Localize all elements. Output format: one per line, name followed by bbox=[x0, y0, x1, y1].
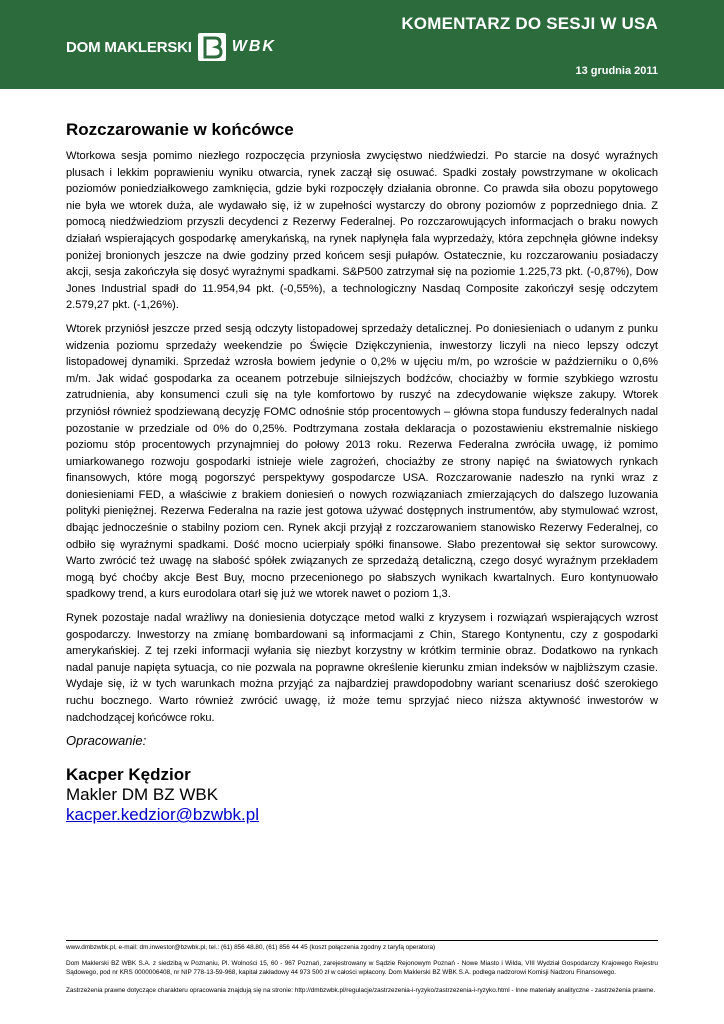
article-title: Rozczarowanie w końcówce bbox=[66, 120, 294, 139]
paragraph-1: Wtorkowa sesja pomimo niezłego rozpoczęcia przyniosła zwycięstwo niedźwiedzi. Po starcie na dosyć wyraźnych plusach i lekkim poprawieniu wyniku otwarcia, rynek zaczął się osuwać. Spadki zostały powstrzymane w okolicach poziomów poniedziałkowego zamknięcia, gdzie byki rozpoczęły działania obronne. Co prawda siła obozu popytowego nie była we wtorek duża, ale wydawało się, iż w zupełności wystarczy do obrony poziomów z poprzedniego dnia. Z pomocą niedźwiedziom przyszli decydenci z Rezerwy Federalnej. Po rozczarowujących informacjach o braku nowych działań wspierających gospodarkę amerykańską, na rynek napłynęła fala wyprzedaży, która zepchnęła główne indeksy poniżej bronionych jeszcze na dwie godziny przed końcem sesji pułapów. Ostatecznie, ku rozczarowaniu posiadaczy akcji, sesja zakończyła się dosyć wyraźnymi spadkami. S&P500 zatrzymał się na poziomie 1.225,73 pkt. (-0,87%), Dow Jones Industrial spadł do 11.954,94 pkt. (-0,55%), a technologiczny Nasdaq Composite zakończył sesję odczytem 2.579,27 pkt. (-1,26%). bbox=[66, 150, 658, 312]
paragraph-2: Wtorek przyniósł jeszcze przed sesją odczyty listopadowej sprzedaży detalicznej. Po doniesieniach o udanym z punku widzenia poziomu sprzedaży weekendzie po Święcie Dziękczynienia, inwestorzy liczyli na nieco lepszy odczyt listopadowej dynamiki. Sprzedaż wzrosła bowiem jedynie o 0,2% w ujęciu m/m, po wzroście w październiku o 0,6% m/m. Jak widać gospodarka za oceanem potrzebuje silniejszych bodźców, chociażby w formie szybkiego wzrostu zatrudnienia, aby konsumenci czuli się na tyle komfortowo by ruszyć na zdecydowanie większe zakupy. Wtorek przyniósł również spodziewaną decyzję FOMC odnośnie stóp procentowych – główna stopa funduszy federalnych nadal pozostanie w przedziale od 0% do 0,25%. Podtrzymana została deklaracja o pozostawieniu ekstremalnie niskiego poziomu stóp procentowych przynajmniej do połowy 2013 roku. Rezerwa Federalna zwróciła uwagę, iż pomimo umiarkowanego rozwoju gospodarki istnieje wiele zagrożeń, chociażby ze strony napięć na światowych rynkach finansowych, które mogą pogorszyć perspektywy gospodarcze USA. Rozczarowanie nadeszło na rynki wraz z doniesieniami FED, a właściwie z brakiem doniesień o nowych rozwiązaniach zmierzających do dalszego luzowania polityki pieniężnej. Rezerwa Federalna na razie jest gotowa używać dostępnych instrumentów, aby stymulować wzrost, dbając jednocześnie o stabilny poziom cen. Rynek akcji przyjął z rozczarowaniem stanowisko Rezerwy Federalnej, co odbiło się wyraźnymi spadkami. Dość mocno ucierpiały spółki finansowe. Słabo prezentował się sektor surowcowy. Warto zwrócić też uwagę na słabość spółek związanych ze sprzedażą detaliczną, czego dosyć wyraźnym przekładem mogą być choćby akcje Best Buy, mocno przecenionego po słabszych wynikach kwartalnych. Euro kontynuowało spadkowy trend, a kurs eurodolara otarł się już we wtorek nawet o poziom 1,3. bbox=[66, 322, 658, 601]
author-role: Makler DM BZ WBK bbox=[66, 785, 219, 805]
paragraph-3: Rynek pozostaje nadal wrażliwy na doniesienia dotyczące metod walki z kryzysem i rozwiązań wspierających wzrost gospodarczy. Inwestorzy na zmianę bombardowani są informacjami z Chin, Starego Kontynentu, czy z gospodarki amerykańskiej. Z tej rzeki informacji wyłania się niezbyt korzystny w krótkim terminie obraz. Dodatkowo na rynkach nadal panuje napięta sytuacja, co nie pozwala na poprawne określenie kierunku zmian indeksów w najbliższym czasie. Wydaje się, iż w tych warunkach można przyjąć za najbardziej prawdopodobny wariant scenariusz dość szerokiego ruchu bocznego. Warto również zwrócić uwagę, iż może temu sprzyjać nieco niższa aktywność inwestorów w nadchodzącej końcówce roku. bbox=[66, 612, 658, 724]
prepared-by-label: Opracowanie: bbox=[66, 733, 147, 749]
logo-wbk-text: WBK bbox=[231, 38, 276, 55]
author-email-link[interactable]: kacper.kedzior@bzwbk.pl bbox=[66, 805, 260, 825]
footer bbox=[66, 940, 658, 996]
report-date: 13 grudnia 2011 bbox=[575, 65, 658, 77]
article-body bbox=[66, 120, 658, 825]
author-name: Kacper Kędzior bbox=[66, 765, 191, 785]
footer-disclaimer: Zastrzeżenia prawne dotyczące charakteru opracowania znajdują się na stronie: http://dmbzwbk.pl/regulacje/zastrzezenia-i-ryzyko/zastrzezenia-i-ryzyko.html - Inne materiały analityczne - zastrzeżenia prawne. bbox=[66, 987, 656, 995]
logo-text: DOM MAKLERSKI bbox=[66, 38, 192, 56]
header-banner bbox=[0, 0, 724, 89]
company-logo bbox=[66, 30, 276, 64]
report-type-title: KOMENTARZ DO SESJI W USA bbox=[401, 14, 658, 33]
logo-b-icon bbox=[198, 33, 226, 61]
footer-contact: www.dmbzwbk.pl, e-mail: dm.inwestor@bzwbk.pl, tel.: (61) 856 48.80, (61) 856 44 45 (koszt połączenia zgodny z taryfą operatora) bbox=[66, 944, 436, 951]
footer-legal: Dom Maklerski BZ WBK S.A. z siedzibą w Poznaniu, Pl. Wolności 15, 60 - 967 Poznań, zarejestrowany w Sądzie Rejonowym Poznań - Nowe Miasto i Wilda, VIII Wydział Gospodarczy Krajowego Rejestru Sądowego, pod nr KRS 0000006408, nr NIP 778-13-59-968, kapitał zakładowy 44 973 500 zł w całości wpłacony. Dom Maklerski BZ WBK S.A. podlega nadzorowi Komisji Nadzoru Finansowego. bbox=[66, 960, 658, 976]
